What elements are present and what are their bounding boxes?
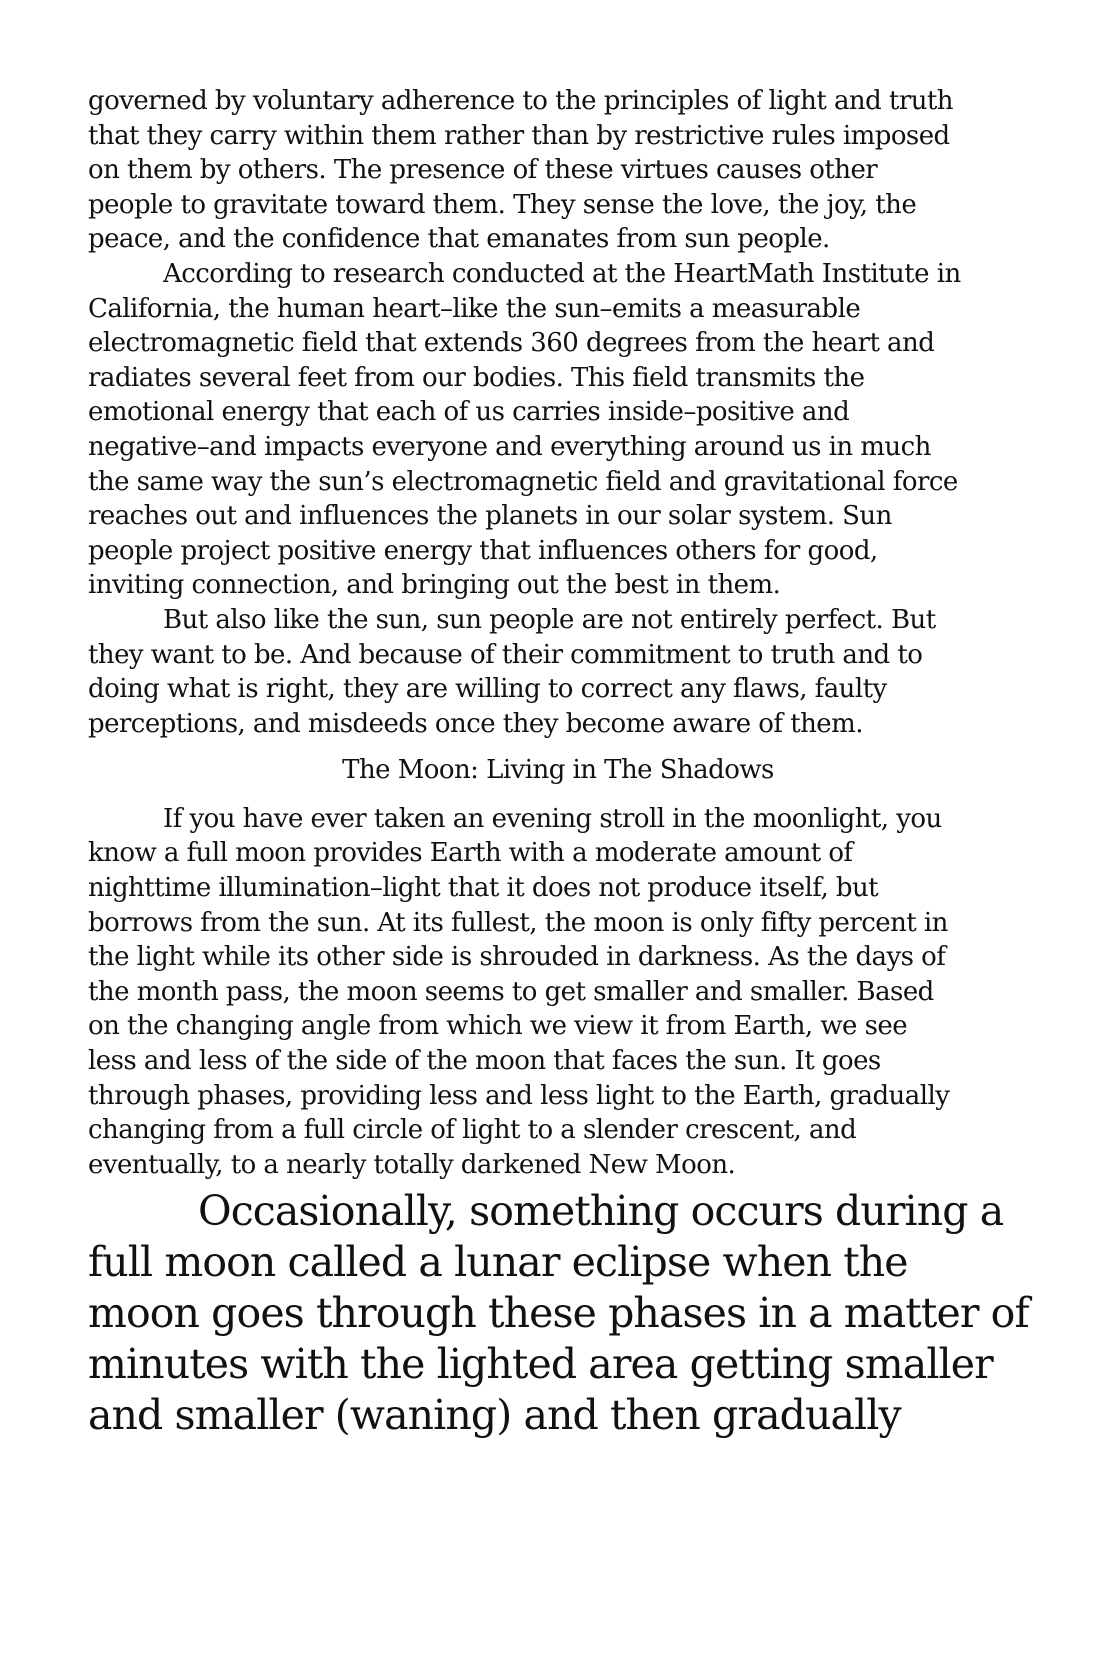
text-line: that they carry within them rather than by restrictive rules imposed — [88, 120, 950, 151]
text-line: inviting connection, and bringing out the best in them. — [88, 570, 781, 601]
text-line: full moon called a lunar eclipse when the — [88, 1238, 908, 1287]
text-line: minutes with the lighted area getting smaller — [88, 1340, 993, 1389]
text-line: less and less of the side of the moon that faces the sun. It goes — [88, 1046, 881, 1077]
body-text-moon — [88, 802, 988, 1183]
text-line: perceptions, and misdeeds once they become aware of them. — [88, 708, 863, 739]
paragraph-moonlight — [88, 802, 988, 1183]
text-line: they want to be. And because of their commitment to truth and to — [88, 639, 923, 670]
text-line: the same way the sun’s electromagnetic field and gravitational force — [88, 466, 958, 497]
text-line: borrows from the sun. At its fullest, the moon is only fifty percent in — [88, 907, 948, 938]
text-line: the month pass, the moon seems to get smaller and smaller. Based — [88, 976, 934, 1007]
paragraph-sun-people-continued — [88, 84, 988, 257]
text-line: Occasionally, something occurs during a — [198, 1187, 1004, 1236]
paragraph-heartmath — [88, 257, 988, 603]
text-line: electromagnetic field that extends 360 degrees from the heart and — [88, 328, 935, 359]
text-line: know a full moon provides Earth with a moderate amount of — [88, 838, 853, 869]
text-line: If you have ever taken an evening stroll in the moonlight, you — [163, 803, 942, 834]
body-text-top — [88, 84, 988, 741]
text-line: the light while its other side is shrouded in darkness. As the days of — [88, 942, 946, 973]
text-line: through phases, providing less and less light to the Earth, gradually — [88, 1080, 950, 1111]
text-line: peace, and the confidence that emanates from sun people. — [88, 224, 830, 255]
text-line: But also like the sun, sun people are not entirely perfect. But — [163, 604, 936, 635]
text-line: eventually, to a nearly totally darkened New Moon. — [88, 1149, 736, 1180]
text-line: California, the human heart–like the sun–emits a measurable — [88, 293, 861, 324]
paragraph-lunar-eclipse — [88, 1186, 1029, 1441]
text-line: nighttime illumination–light that it does not produce itself, but — [88, 873, 879, 904]
text-line: negative–and impacts everyone and everything around us in much — [88, 431, 931, 462]
text-line: emotional energy that each of us carries inside–positive and — [88, 397, 850, 428]
body-text-large — [88, 1186, 1029, 1441]
text-line: and smaller (waning) and then gradually — [88, 1391, 901, 1440]
text-line: people project positive energy that influences others for good, — [88, 535, 878, 566]
text-line: doing what is right, they are willing to correct any flaws, faulty — [88, 674, 887, 705]
section-heading: The Moon: Living in The Shadows — [342, 755, 774, 786]
text-line: governed by voluntary adherence to the principles of light and truth — [88, 86, 953, 116]
text-line: According to research conducted at the HeartMath Institute in — [163, 258, 961, 289]
text-line: reaches out and influences the planets in our solar system. Sun — [88, 501, 892, 532]
text-line: moon goes through these phases in a matter of — [88, 1289, 1029, 1338]
text-line: people to gravitate toward them. They sense the love, the joy, the — [88, 189, 917, 220]
text-line: changing from a full circle of light to a slender crescent, and — [88, 1115, 857, 1146]
paragraph-imperfect — [88, 603, 988, 741]
text-line: on them by others. The presence of these virtues causes other — [88, 155, 878, 186]
text-line: radiates several feet from our bodies. This field transmits the — [88, 362, 865, 393]
book-page — [88, 84, 1029, 1441]
text-line: on the changing angle from which we view it from Earth, we see — [88, 1011, 908, 1042]
